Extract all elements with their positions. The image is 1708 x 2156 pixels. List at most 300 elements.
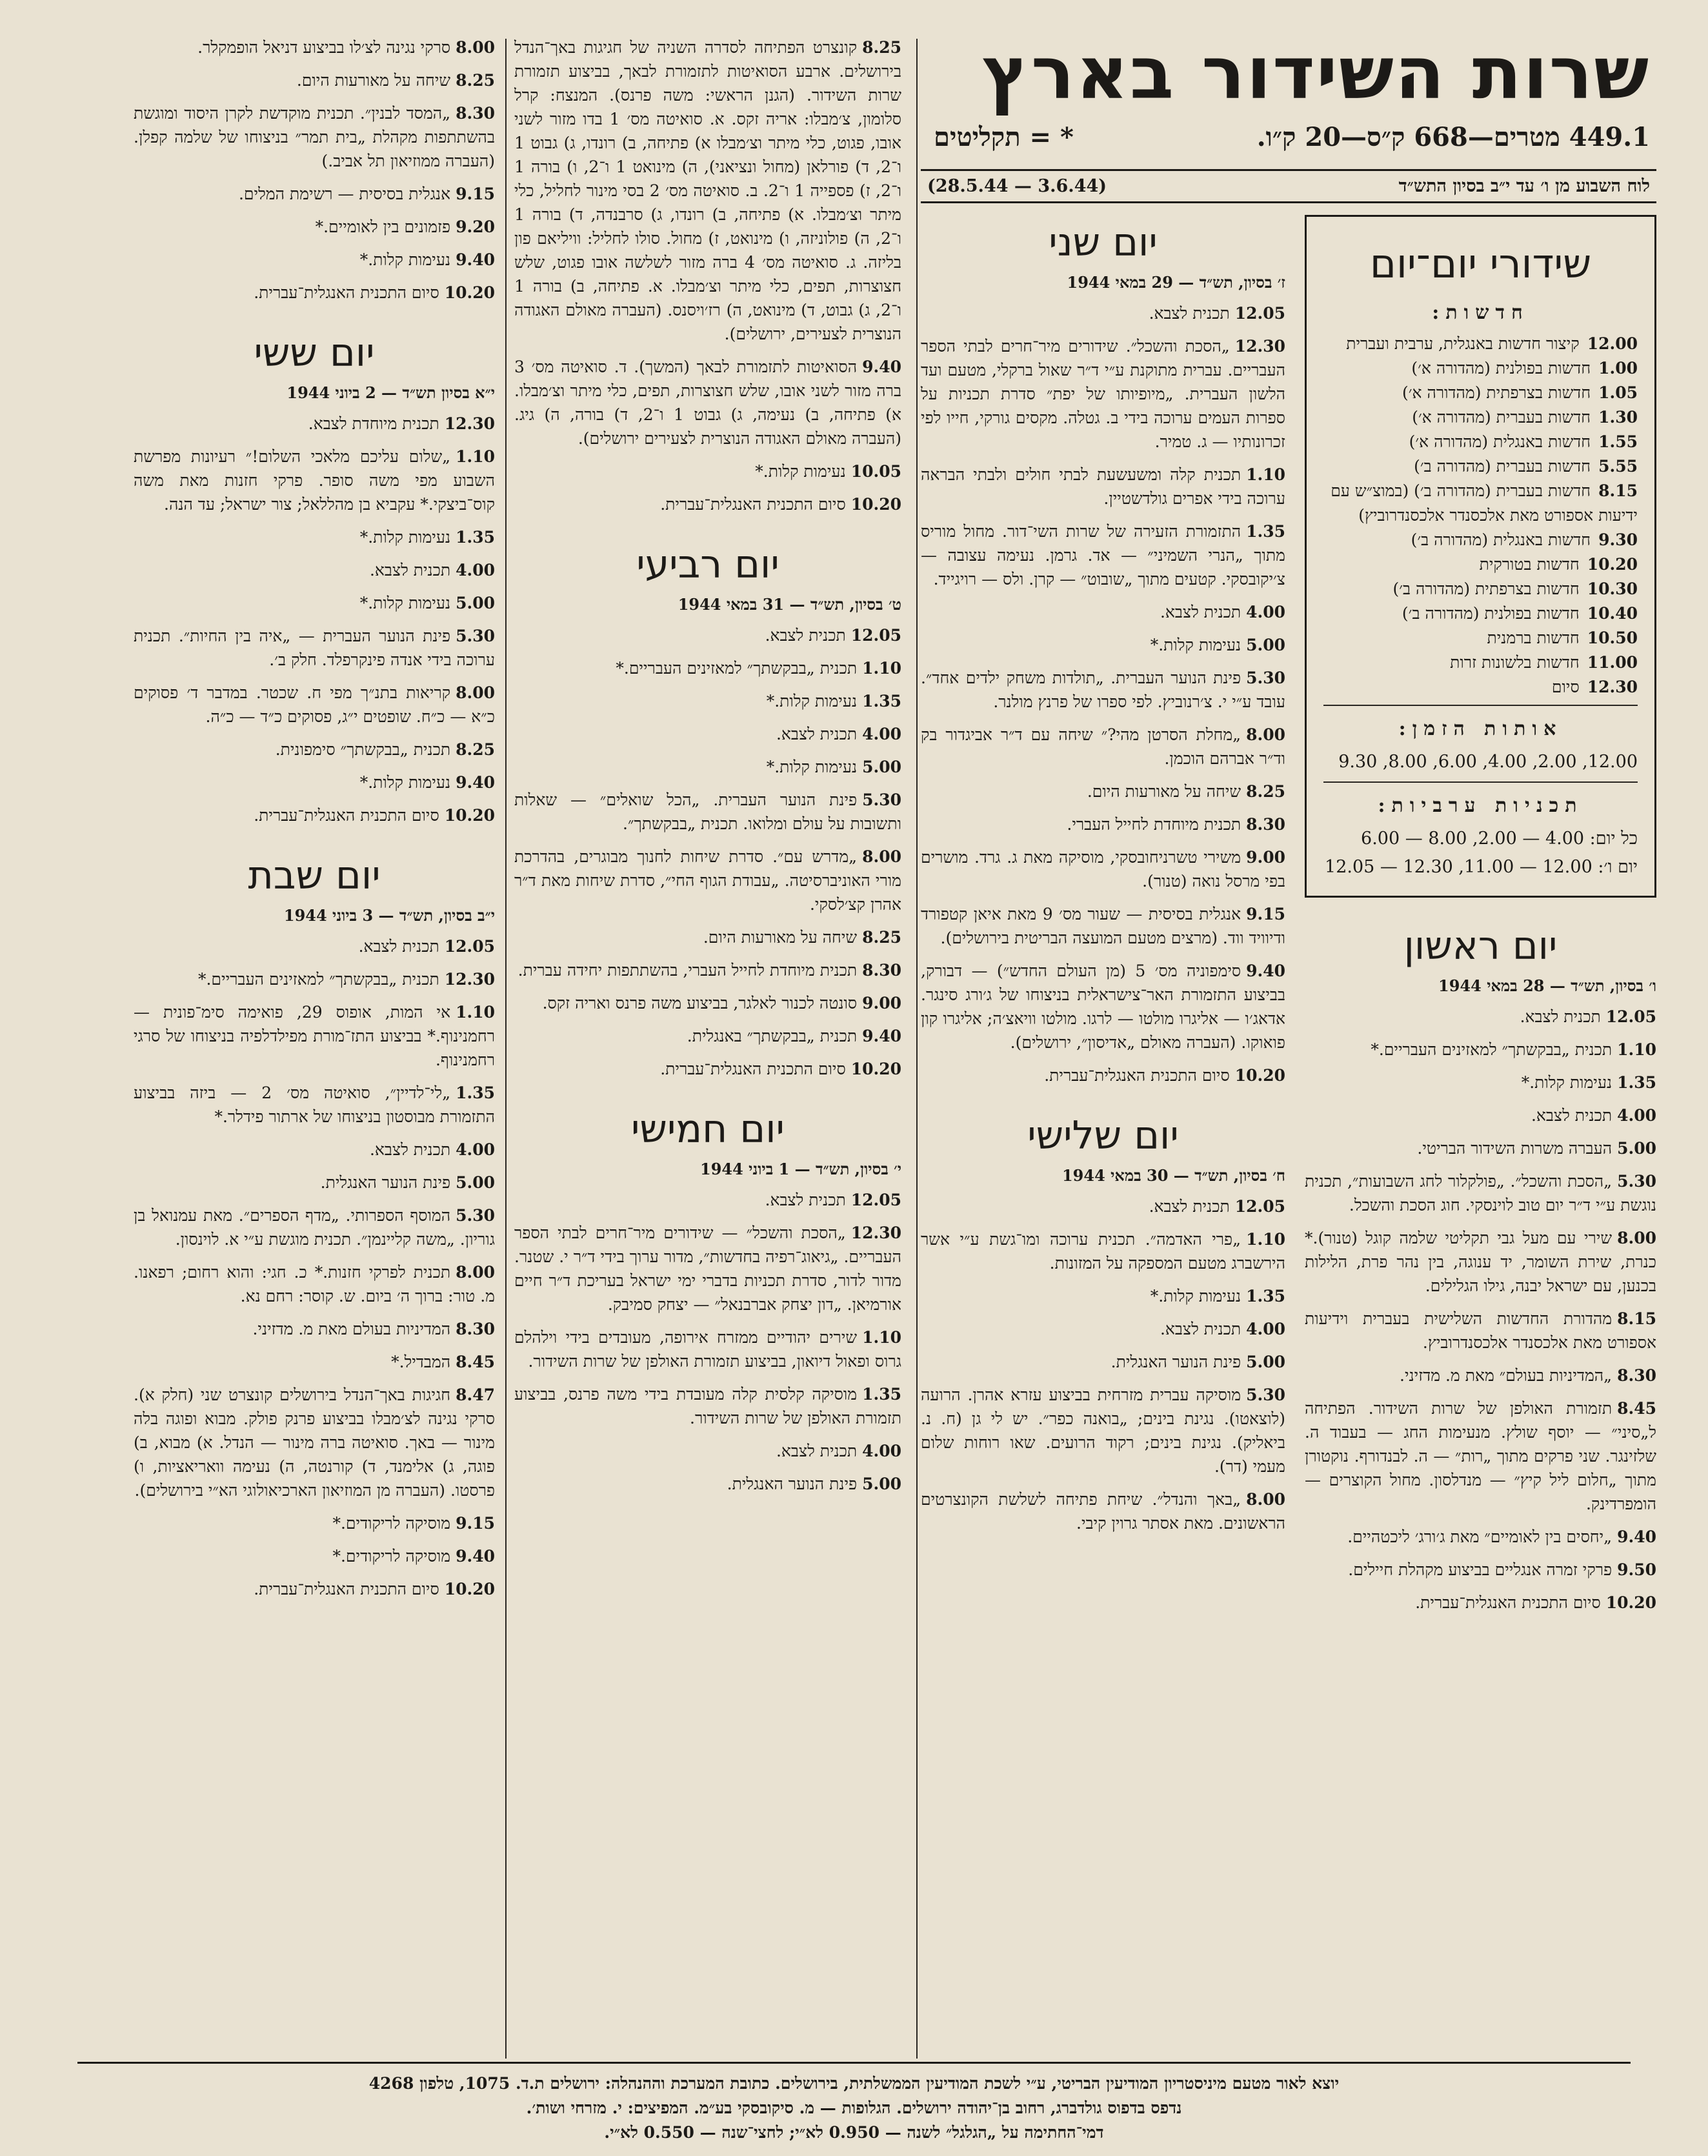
program-title: סרקי נגינה לצ׳לו בביצוע דניאל הופמקלר.: [197, 38, 451, 57]
program-title: תכנית לצבא.: [1149, 1197, 1230, 1216]
program-item: [514, 1024, 901, 1048]
program-item: [921, 1227, 1285, 1275]
program-item: [514, 656, 901, 680]
program-title: אנגלית בסיסית — רשימת המלים.: [238, 185, 451, 203]
day-sunday: [1305, 923, 1656, 1615]
arabic-line: יום ו׳: 12.00 — 11.00, 12.30 — 12.05: [1325, 857, 1638, 877]
news-row: [1323, 454, 1638, 479]
program-time: 12.05: [1234, 1197, 1285, 1216]
news-time: 12.00: [1587, 334, 1638, 353]
program-item: [134, 248, 495, 272]
program-time: 8.00: [1246, 725, 1285, 744]
program-item: [514, 623, 901, 647]
program-item: [134, 1350, 495, 1374]
program-item: [921, 600, 1285, 624]
news-title: קיצור חדשות באנגלית, ערבית ועברית: [1346, 334, 1580, 353]
program-title: סיום התכנית האנגלית־עברית.: [660, 1060, 846, 1078]
program-list: [134, 934, 495, 1601]
program-item: [134, 558, 495, 582]
program-title: תכנית „בבקשתך״ למאזינים העבריים.*: [197, 970, 439, 989]
program-title: תזמורת האולפן של שרות השידור. הפתיחה ל„סיני״ — יוסף שולץ. מנעימות החג — בעבוד ה. שלזינגר. שני פרקים מתוך „רות״ — ה. לבנדורף. נוקטורן מתוך „חלום ליל קיץ״ — מנדלסון. מחול הקוצרים — הומפרדינק.: [1305, 1399, 1656, 1513]
news-time: 1.30: [1598, 408, 1638, 427]
page-title: שרות השידור בארץ: [981, 32, 1650, 116]
news-time: 1.00: [1598, 359, 1638, 378]
program-item: [921, 780, 1285, 803]
day-thursday: [514, 1107, 901, 1496]
program-time: 4.00: [456, 1140, 495, 1159]
column-middle: [514, 35, 901, 1505]
program-time: 4.00: [1246, 603, 1285, 621]
program-time: 12.05: [850, 626, 901, 645]
program-item: [134, 412, 495, 436]
program-item: [134, 1081, 495, 1129]
program-title: תכנית לצבא.: [765, 1191, 846, 1209]
program-time: 9.40: [1246, 962, 1285, 980]
news-time: 10.50: [1587, 629, 1638, 647]
program-item: [921, 519, 1285, 591]
program-title: „מדרש עם״. סדרת שיחות לחנוך מבוגרים, בהדרכת מורי האוניברסיטה. „עבודת הגוף החי״, סדרת שיחות מאת ד״ר אהרן קצ׳לסקי.: [514, 847, 901, 914]
news-time: 9.30: [1598, 530, 1638, 549]
program-title: תכנית מיוחדת לחייל העברי, בהשתתפות יחידה עברית.: [517, 961, 858, 980]
program-title: נעימות קלות.*: [359, 773, 451, 792]
arabic-programs-heading: תכניות ערביות:: [1378, 794, 1583, 817]
program-title: סיום התכנית האנגלית־עברית.: [1415, 1593, 1601, 1612]
program-title: התזמורת הזעירה של שרות השי־דור. מחול מוריס מתוך „הנרי השמיני״ — אד. גרמן. נעימה עצובה — צ׳יקובסקי. קטעים מתוך „שובוט״ — קרן. ולס — רויגייד.: [921, 522, 1285, 589]
program-list: [514, 1188, 901, 1496]
program-item: [134, 681, 495, 729]
column-rule: [916, 39, 918, 2059]
program-title: מהדורת החדשות השלישית בעברית וידיעות אספורט מאת אלכסנדר אלכסנדרוביץ.: [1305, 1309, 1656, 1352]
program-item: [134, 1000, 495, 1072]
program-item: [921, 1383, 1285, 1478]
program-title: תכנית לצבא.: [1531, 1106, 1613, 1125]
day-date: ח׳ בסיון, תש״ד — 30 במאי 1944: [1061, 1166, 1285, 1185]
program-item: [134, 1383, 495, 1502]
program-time: 8.00: [1617, 1229, 1656, 1247]
day-date: י׳ בסיון, תש״ד — 1 ביוני 1944: [700, 1160, 901, 1178]
program-title: שיחה על מאורעות היום.: [296, 71, 451, 90]
news-time: 11.00: [1587, 653, 1638, 672]
program-title: פינת הנוער העברית. „הכל שואלים״ — שאלות ותשובות על עולם ומלואו. תכנית „בבקשתך״.: [514, 791, 901, 833]
program-time: 1.35: [1617, 1073, 1656, 1092]
program-list: [514, 35, 901, 516]
program-time: 1.10: [1246, 1230, 1285, 1249]
program-title: „המדיניות בעולם״ מאת מ. מדזיני.: [1400, 1366, 1613, 1385]
program-title: תכנית לצבא.: [1160, 1320, 1241, 1338]
program-time: 8.30: [1246, 815, 1285, 834]
program-time: 5.30: [1246, 1385, 1285, 1404]
program-item: [921, 959, 1285, 1054]
time-signals-heading: אותות הזמן:: [1398, 718, 1563, 740]
program-list: [134, 412, 495, 827]
program-item: [514, 755, 901, 779]
program-title: תכנית לצבא.: [776, 725, 858, 743]
program-list: [921, 1194, 1285, 1535]
program-title: נעימות קלות.*: [766, 692, 858, 710]
news-title: חדשות בצרפתית (מהדורה ב׳): [1392, 579, 1580, 598]
program-item: [514, 788, 901, 836]
program-time: 1.35: [456, 528, 495, 547]
frequency-line: 449.1 מטרים—668 ק״ס—20 ק״ו.: [1256, 122, 1650, 152]
program-time: 8.30: [1617, 1366, 1656, 1385]
day-date: ו׳ בסיון, תש״ד — 28 במאי 1944: [1438, 976, 1656, 995]
news-title: חדשות בצרפתית (מהדורה א׳): [1402, 383, 1591, 402]
program-time: 1.35: [456, 1083, 495, 1102]
program-time: 9.40: [862, 1027, 901, 1045]
program-time: 1.35: [1246, 522, 1285, 541]
program-time: 5.00: [1617, 1139, 1656, 1158]
program-title: שיחה על מאורעות היום.: [703, 928, 858, 947]
program-item: [921, 633, 1285, 657]
program-title: תכנית לצבא.: [765, 626, 846, 645]
program-item: [514, 1472, 901, 1496]
program-title: תכנית לצבא.: [1149, 304, 1230, 323]
program-item: [134, 525, 495, 549]
program-item: [514, 1188, 901, 1212]
program-time: 8.25: [456, 740, 495, 759]
news-title: חדשות בעברית (מהדורה ב׳) (במוצ״ש עם ידיעות אספורט מאת אלכסנדר אלכסנדרוביץ): [1331, 481, 1638, 525]
program-title: נעימות קלות.*: [359, 594, 451, 612]
news-time: 12.30: [1587, 678, 1638, 696]
program-title: מוסיקה לריקודים.*: [332, 1547, 451, 1566]
program-title: „לי־לדיין״, סואיטה מס׳ 2 — ביזה בביצוע התזמורת מבוסטון בניצוחו של ארתור פידלר.*: [134, 1083, 495, 1126]
day-saturday: [134, 853, 495, 1601]
program-time: 5.00: [456, 594, 495, 612]
program-title: סיום התכנית האנגלית־עברית.: [1044, 1066, 1230, 1085]
program-item: [134, 1171, 495, 1194]
program-time: 9.00: [862, 994, 901, 1013]
program-item: [134, 624, 495, 672]
program-time: 9.40: [456, 250, 495, 269]
day-heading: יום שלישי: [1027, 1113, 1179, 1158]
program-title: המדיניות בעולם מאת מ. מדזיני.: [252, 1320, 451, 1338]
day-heading: יום שבת: [248, 853, 381, 898]
imprint-line: יוצא לאור מטעם מיניסטריון המודיעין הבריטי, ע״י לשכת המודיעין הממשלתית, בירושלים. כתובת המערכת וההנהלה: ירושלים ת.ד. 1075, טלפון 4268: [368, 2074, 1340, 2093]
program-time: 5.30: [1617, 1172, 1656, 1191]
program-title: סיום התכנית האנגלית־עברית.: [660, 495, 846, 514]
program-time: 5.30: [456, 1206, 495, 1225]
program-item: [921, 1063, 1285, 1087]
program-title: נעימות קלות.*: [1150, 636, 1241, 654]
program-time: 4.00: [862, 725, 901, 743]
news-title: חדשות בלשונות זרות: [1450, 653, 1580, 672]
program-item: [921, 723, 1285, 771]
program-item: [134, 215, 495, 239]
program-title: תכנית מיוחדת לחייל העברי.: [1067, 815, 1241, 834]
program-time: 8.15: [1617, 1309, 1656, 1328]
program-title: תכנית „בבקשתך״ באנגלית.: [687, 1027, 858, 1045]
news-time: 10.40: [1587, 604, 1638, 623]
news-row: [1323, 601, 1638, 626]
program-title: סיום התכנית האנגלית־עברית.: [254, 1580, 439, 1598]
program-time: 4.00: [1617, 1106, 1656, 1125]
program-title: „שלום עליכם מלאכי השלום!״ רעיונות מפרשת השבוע מפי משה סופר. פרקי חזנות מאת משה קוס־ביצקי.* עקביא בן מהללאל; צור ישראל; עד הנה.: [134, 447, 495, 514]
news-row: [1323, 356, 1638, 381]
program-list: [1305, 1005, 1656, 1615]
program-time: 5.30: [862, 791, 901, 809]
program-title: פזמונים בין לאומיים.*: [315, 217, 451, 236]
program-time: 12.30: [850, 1224, 901, 1242]
program-item: [134, 803, 495, 827]
program-title: סיום התכנית האנגלית־עברית.: [254, 806, 439, 825]
news-title: סיום: [1551, 678, 1580, 696]
day-heading: יום רביעי: [636, 542, 779, 587]
program-title: „מחלת הסרטן מהי?״ שיחה עם ד״ר אביגדור בק וד״ר אברהם הוכמן.: [921, 725, 1285, 768]
news-time: 5.55: [1598, 457, 1638, 476]
program-time: 8.30: [456, 104, 495, 123]
program-title: קריאות בתנ״ך מפי ח. שכטר. במדבר ד׳ פסוקים כ״א — כ״ח. שופטים י״ג, פסוקים כ״ד — כ״ה.: [134, 683, 495, 726]
program-item: [514, 925, 901, 949]
news-time: 10.20: [1587, 555, 1638, 574]
program-item: [134, 771, 495, 794]
program-time: 4.00: [862, 1442, 901, 1460]
news-row: [1323, 650, 1638, 675]
day-date: ז׳ בסיון, תש״ד — 29 במאי 1944: [1067, 273, 1285, 292]
program-title: נעימות קלות.*: [359, 528, 451, 547]
program-item: [514, 1325, 901, 1373]
program-title: „הסכת והשכל״. שידורים מיר־חרים לבתי הספר העבריים. עברית מתוקנת ע״י ד״ר שאול ברקלי, מטעם ועד הלשון העברית. „מיופיותו של יפת״ סדרת תכניות על ספרות העמים ערוכה בידי ב. גטלה. מקסים גורקי, חייו לפי זכרונותיו — ג. טמיר.: [921, 337, 1285, 451]
program-title: פינת הנוער האנגלית.: [1110, 1353, 1241, 1371]
program-title: „הסכת והשכל״. „פולקלור לחג השבועות״, תכנית נוגשת ע״י ד״ר יום טוב לוינסקי. חוג הסכת והשכל.: [1305, 1172, 1656, 1214]
program-item: [921, 301, 1285, 325]
program-title: מוסיקה קלסית קלה מעובדת בידי משה פרנס, בביצוע תזמורת האולפן של שרות השידור.: [514, 1385, 901, 1427]
program-item: [921, 666, 1285, 714]
news-time: 1.55: [1598, 432, 1638, 451]
news-row: [1323, 552, 1638, 577]
program-time: 9.15: [456, 1514, 495, 1533]
imprint-footer: [77, 2062, 1631, 2145]
program-time: 9.15: [1246, 905, 1285, 923]
program-item: [921, 902, 1285, 950]
imprint-line: דמי־החתימה על „הגלגל״ לשנה — 0.950 לא״י; לחצי־שנה — 0.550 לא״י.: [604, 2123, 1104, 2142]
program-title: פרקי זמרה אנגליים בביצוע מקהלת חיילים.: [1348, 1560, 1613, 1579]
program-item: [921, 1487, 1285, 1535]
program-item: [1305, 1103, 1656, 1127]
program-item: [514, 492, 901, 516]
program-title: תכנית לצבא.: [1160, 603, 1241, 621]
program-time: 8.30: [456, 1320, 495, 1338]
news-title: חדשות בפולנית (מהדורה א׳): [1411, 359, 1591, 378]
program-time: 4.00: [1246, 1320, 1285, 1338]
news-row: [1323, 405, 1638, 430]
program-title: סימפוניה מס׳ 5 (מן העולם החדש״) — דבורק, בביצוע התזמורת האר־צישראלית בניצוחו של ג׳ורג סינגר. אדאג׳ו — אליגרו מולטו — לרגו. מולטו וויאצ׳ה; אליגרו קון פואוקו. (העברה מאולם „אדיסון״, ירושלים).: [921, 962, 1285, 1052]
program-item: [514, 1221, 901, 1316]
monday-tuesday: [921, 215, 1285, 1624]
program-item: [1305, 1525, 1656, 1549]
program-item: [1305, 1307, 1656, 1355]
program-time: 10.20: [444, 283, 495, 302]
program-title: תכנית קלה ומשעשעת לבתי חולים ולבתי הבראה ערוכה בידי אפרים גולדשטיין.: [921, 465, 1285, 508]
news-row: [1323, 577, 1638, 601]
program-time: 12.05: [1234, 304, 1285, 323]
program-title: סיום התכנית האנגלית־עברית.: [254, 283, 439, 302]
program-title: סונטה לכנור לאלגר, בביצוע משה פרנס ואריה זקס.: [542, 994, 858, 1013]
week-label: לוח השבוע מן ו׳ עד י״ב בסיון התש״ד: [1398, 176, 1650, 196]
program-time: 12.30: [444, 414, 495, 433]
day-date: י״ב בסיון, תש״ד — 3 ביוני 1944: [283, 906, 495, 925]
program-title: תכנית „בבקשתך״ סימפונית.: [275, 740, 451, 759]
program-title: „באך והנדל״. שיחת פתיחה לשלשת הקונצרטים הראשונים. מאת אסתר גרוין קיבי.: [921, 1490, 1285, 1533]
program-item: [514, 1439, 901, 1463]
program-title: תכנית „בבקשתך״ למאזינים העבריים.*: [616, 659, 858, 678]
news-heading: חדשות:: [1432, 301, 1529, 324]
program-title: אי המות, אופוס 29, פואימה סימ־פונית — רחמנינוף.* בביצוע התז־מורת מפילדלפיה בניצוחו של סרגי רחמנינוף.: [134, 1003, 495, 1069]
program-time: 5.00: [1246, 636, 1285, 654]
program-time: 12.30: [444, 970, 495, 989]
program-item: [134, 967, 495, 991]
program-title: „המסד לבנין״. תכנית מוקדשת לקרן היסוד ומוגשת בהשתתפות מקהלת „בית תמר״ בניצוחו של שלמה קפלן. (העברה ממוזיאון תל אביב.): [134, 104, 495, 170]
program-title: פינת הנוער העברית — „איה בין החיות״. תכנית ערוכה בידי אנדה פינקרפלד. חלק ב׳.: [134, 627, 495, 669]
news-time: 10.30: [1587, 579, 1638, 598]
news-time: 1.05: [1598, 383, 1638, 402]
program-item: [921, 1350, 1285, 1374]
news-title: חדשות בפולנית (מהדורה ב׳): [1402, 604, 1580, 623]
program-title: מוסיקה לריקודים.*: [332, 1514, 451, 1533]
program-time: 1.10: [1617, 1040, 1656, 1059]
program-time: 12.05: [1605, 1007, 1656, 1026]
program-time: 5.00: [456, 1173, 495, 1192]
column-left: [134, 35, 495, 1610]
program-title: תכנית „בבקשתך״ למאזינים העבריים.*: [1371, 1040, 1613, 1059]
program-item: [134, 1577, 495, 1601]
program-title: „הסכת והשכל״ — שידורים מיר־חרים לבתי הספר העבריים. „גיאוג־רפיה בחדשות״, מדור ערוך בידי ד״ר י. שטנר. מדור לדור, סדרת תכניות בדברי ימי ישראל בעריכת ד״ר חיים אורמיאן. „דון יצחק אברבנאל״ — יצחק סמיבק.: [514, 1224, 901, 1314]
imprint-line: נדפס בדפוס גולדברג, רחוב בן־יהודה ירושלים. הגלופות — מ. סיקובסקי בע״מ. המפיצים: י. מזרחי ושות׳.: [526, 2099, 1182, 2117]
program-item: [134, 1511, 495, 1535]
day-tuesday: [921, 1113, 1285, 1535]
program-title: „יחסים בין לאומיים״ מאת ג׳ורג׳ ליכטהיים.: [1347, 1527, 1613, 1546]
program-item: [134, 1317, 495, 1341]
program-time: 1.10: [862, 1328, 901, 1347]
program-item: [134, 1260, 495, 1308]
program-time: 10.05: [850, 462, 901, 481]
program-time: 9.15: [456, 185, 495, 203]
program-time: 8.45: [1617, 1399, 1656, 1418]
program-time: 8.25: [862, 38, 901, 57]
daily-title: שידורי יום־יום: [1369, 240, 1592, 287]
program-time: 10.20: [444, 1580, 495, 1598]
program-title: תכנית מיוחדת לצבא.: [308, 414, 439, 433]
news-title: חדשות באנגלית (מהדורה א׳): [1409, 432, 1591, 451]
program-time: 9.20: [456, 217, 495, 236]
program-item: [921, 1317, 1285, 1341]
program-item: [921, 463, 1285, 510]
program-title: תכנית לצבא.: [776, 1442, 858, 1460]
program-time: 1.10: [456, 447, 495, 466]
program-time: 4.00: [456, 561, 495, 579]
program-list: [134, 35, 495, 305]
day-heading: יום חמישי: [631, 1107, 785, 1152]
day-date: י״א בסיון תש״ד — 2 ביוני 1944: [286, 383, 495, 402]
program-item: [514, 991, 901, 1015]
program-item: [514, 1382, 901, 1430]
day-heading: יום שני: [1049, 220, 1158, 265]
program-item: [514, 722, 901, 746]
program-item: [134, 101, 495, 173]
program-item: [921, 812, 1285, 836]
program-title: שירים יהודיים ממזרח אירופה, מעובדים בידי וילהלם גרוס ופאול דיואון, בביצוע תזמורת האולפן של שרות השידור.: [514, 1328, 901, 1371]
program-item: [514, 459, 901, 483]
program-item: [1305, 1071, 1656, 1094]
program-item: [134, 1204, 495, 1251]
news-row: [1323, 381, 1638, 405]
program-item: [514, 35, 901, 346]
day-date: ט׳ בסיון, תש״ד — 31 במאי 1944: [678, 595, 901, 614]
program-time: 10.20: [850, 1060, 901, 1078]
program-item: [921, 1194, 1285, 1218]
program-item: [1305, 1169, 1656, 1217]
program-time: 10.20: [1605, 1593, 1656, 1612]
program-time: 5.30: [1246, 669, 1285, 687]
program-item: [1305, 1038, 1656, 1062]
news-title: חדשות ברמנית: [1487, 629, 1580, 647]
arabic-line: כל יום: 4.00 — 2.00, 8.00 — 6.00: [1361, 829, 1638, 849]
time-signals: 12.00, 2.00, 4.00, 6.00, 8.00, 9.30: [1338, 752, 1638, 772]
program-time: 1.35: [862, 1385, 901, 1404]
program-item: [134, 68, 495, 92]
program-title: נעימות קלות.*: [1150, 1287, 1241, 1305]
program-time: 5.00: [862, 758, 901, 776]
news-title: חדשות בעברית (מהדורה א׳): [1412, 408, 1591, 427]
program-title: נעימות קלות.*: [766, 758, 858, 776]
program-time: 12.05: [850, 1191, 901, 1209]
program-time: 9.50: [1617, 1560, 1656, 1579]
program-title: נעימות קלות.*: [1521, 1073, 1613, 1092]
program-time: 8.00: [1246, 1490, 1285, 1509]
program-list: [921, 301, 1285, 1087]
program-time: 1.10: [1246, 465, 1285, 484]
day-heading: יום ראשון: [1403, 923, 1558, 969]
program-time: 5.30: [456, 627, 495, 645]
program-item: [921, 1284, 1285, 1308]
news-time: 8.15: [1598, 481, 1638, 500]
program-title: תכנית לפרקי חזנות.* כ. חגי: והוא רחום; רפאנו. מ. טור: ברוך ה׳ ביום. ש. קוסר: רחם נא.: [134, 1263, 495, 1305]
week-bar: [921, 169, 1656, 203]
day-heading: יום ששי: [254, 330, 375, 376]
program-title: המבדיל.*: [391, 1353, 451, 1371]
news-title: חדשות באנגלית (מהדורה ב׳): [1411, 530, 1591, 549]
program-title: תכנית לצבא.: [369, 1140, 451, 1159]
program-time: 5.00: [1246, 1353, 1285, 1371]
program-item: [134, 934, 495, 958]
news-list: [1323, 332, 1638, 700]
program-title: פינת הנוער האנגלית.: [727, 1475, 858, 1493]
program-title: קונצרט הפתיחה לסדרה השניה של חגיגות באך־הנדל בירושלים. ארבע הסואיטות לתזמורת לבאך, בביצוע תזמורת שרות השידור. (הגנן הראשי: משה פרנס). המנצח: קרל סלומון, צ׳מבלו: אריה זקס. א. סואיטה מס׳ 1 בדו מזור לשני אובו, פגוט, כלי מיתר וצ׳מבלו א) פתיחה, ב) רונדו, ג) גבוט 1 ו־2, ד) פורלאן (מחול ונציאני), ה) מינואט 1 ו־2, ו) בורה 1 ו־2, ז) פספייה 1 ו־2. ב. סואיטה מס׳ 2 בסי מינור לחליל, כלי מיתר וצ׳מבלו. א) פתיחה, ב) רונדו, ג) סרבנדה, ד) בורה 1 ו־2, ה) פולוניזה, ו) מינואט, ז) מחול. סולו לחליל: וויליאם פון בליזה. ג. סואיטה מס׳ 4 ברה מזור לשלשה אובו פגוט, שלש חצוצרות, תפים, כלי מיתר וצ׳מבלו. א. פתיחה, ב) בורה 1 ו־2, ג) גבוט, ד) מינואט, ה) רז׳ויסנס. (העברה מאולם האגודה הנוצרית לצעירים, ירושלים).: [514, 38, 902, 343]
program-title: המוסף הספרותי. „מדף הספרים״. מאת עמנואל בן גוריון. „משה קליינמן״. תכנית מוגשת ע״י א. לוינסון.: [134, 1206, 495, 1249]
program-item: [1305, 1136, 1656, 1160]
program-time: 5.00: [862, 1475, 901, 1493]
program-item: [134, 738, 495, 761]
program-title: שירי עם מעל גבי תקליטי שלמה קוגל (טנור).* כנרת, שירת השומר, יד ענוגה, בין נהר פרת, הלילות בכנען, עם ישראל יבנה, גילו הגלילים.: [1305, 1229, 1656, 1295]
legend: * = תקליטים: [934, 122, 1074, 152]
program-title: תכנית לצבא.: [369, 561, 451, 579]
program-time: 1.10: [456, 1003, 495, 1022]
program-time: 8.25: [456, 71, 495, 90]
news-row: [1323, 626, 1638, 650]
program-time: 8.25: [862, 928, 901, 947]
program-title: „פרי האדמה״. תכנית ערוכה ומו־גשת ע״י אשר הירשברג מטעם המספקה על המזונות.: [921, 1230, 1285, 1273]
program-item: [921, 334, 1285, 454]
program-title: משירי טשרניחובסקי, מוסיקה מאת ג. גרד. מושרים בפי מרסל נואה (טנור).: [921, 848, 1285, 891]
column-rule: [505, 39, 507, 2059]
program-time: 12.05: [444, 937, 495, 956]
program-item: [514, 1057, 901, 1081]
program-item: [1305, 1396, 1656, 1516]
program-item: [134, 182, 495, 206]
program-time: 12.30: [1234, 337, 1285, 356]
program-title: נעימות קלות.*: [755, 462, 846, 481]
program-time: 8.00: [456, 683, 495, 702]
program-item: [921, 845, 1285, 893]
